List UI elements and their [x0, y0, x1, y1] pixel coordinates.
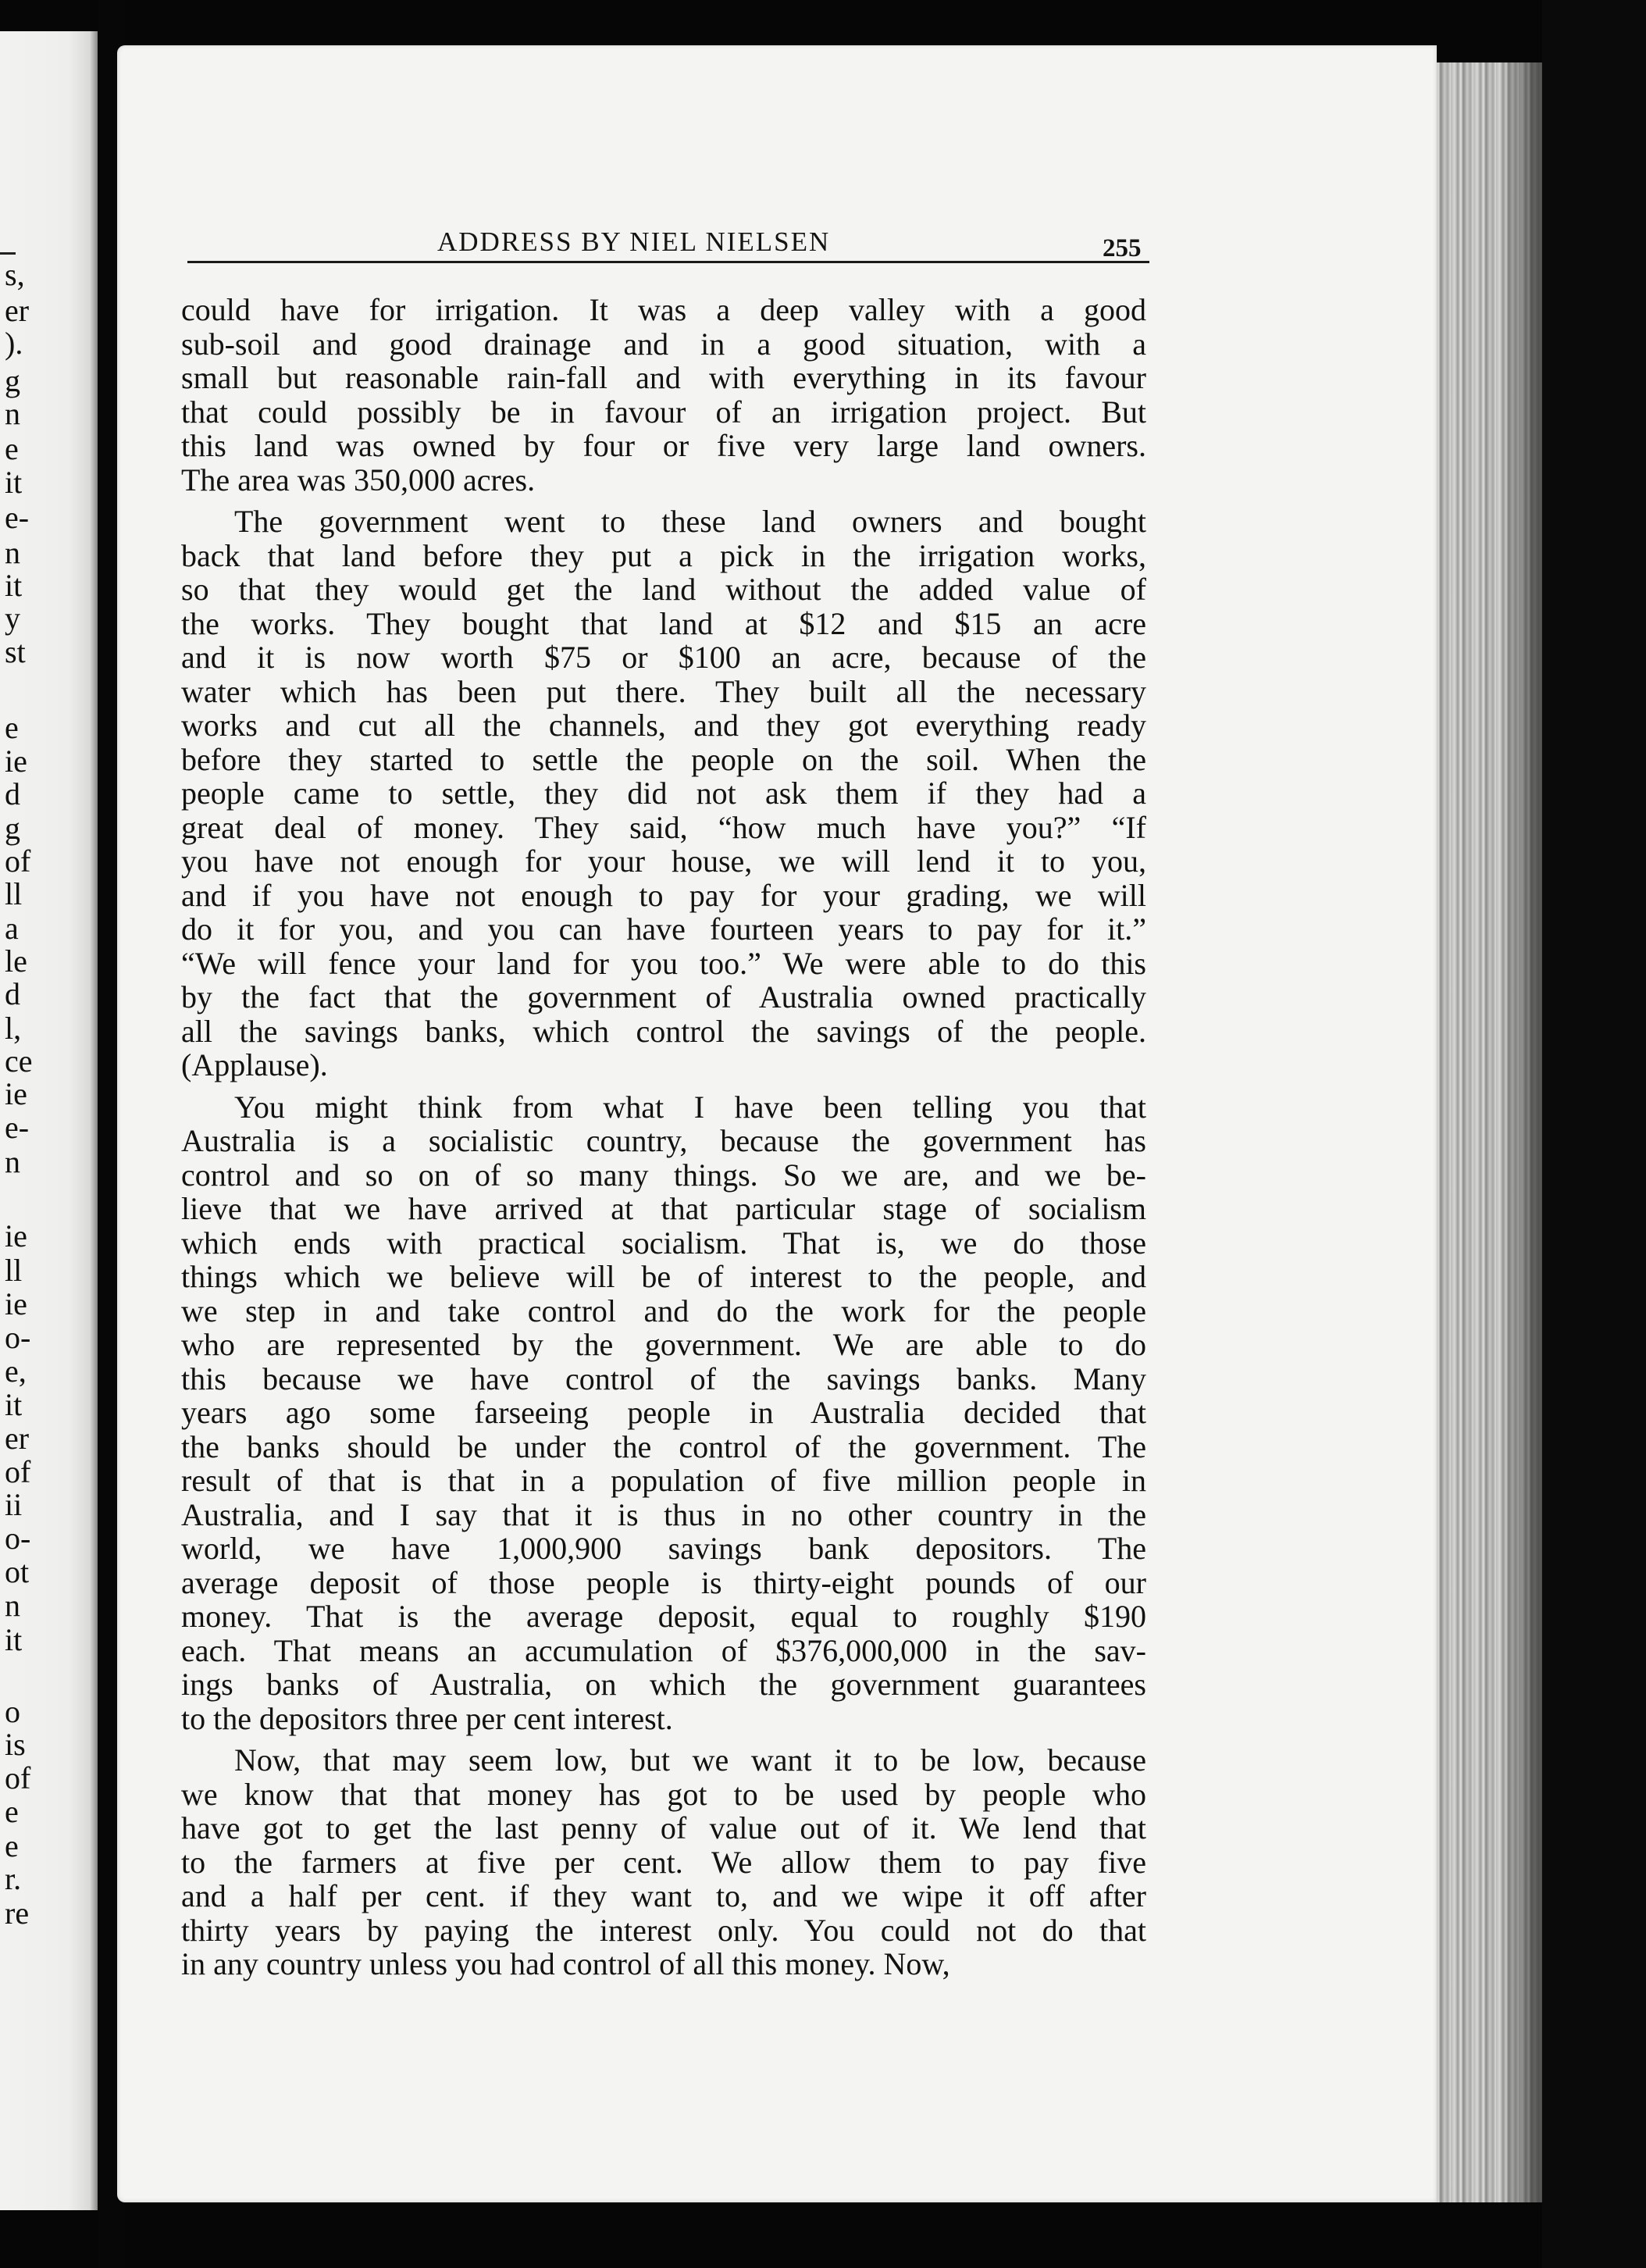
facing-page-fragment: g: [5, 363, 20, 398]
text-line: before they started to settle the people on the soil. When the: [181, 741, 1146, 777]
facing-page-fragment: le: [5, 943, 27, 979]
text-line: who are represented by the government. We are able to do: [181, 1327, 1146, 1362]
background-right: [1542, 0, 1646, 2268]
facing-page-fragment: it: [5, 1622, 23, 1657]
text-line: Australia is a socialistic country, because the government has: [181, 1123, 1146, 1158]
text-line: this land was owned by four or five very large land owners.: [181, 428, 1146, 463]
facing-page-rule: [0, 252, 16, 255]
text-line: water which has been put there. They built all the necessary: [181, 673, 1146, 709]
text-line: each. That means an accumulation of $376,000,000 in the sav-: [181, 1632, 1146, 1668]
text-line: you have not enough for your house, we will lend it to you,: [181, 843, 1146, 879]
facing-page-fragment: ce: [5, 1043, 33, 1079]
text-line: and it is now worth $75 or $100 an acre, because of the: [181, 640, 1146, 675]
facing-page-fragment: is: [5, 1727, 26, 1762]
paragraph: [181, 1090, 1146, 1736]
facing-page-fragment: n: [5, 1588, 20, 1623]
facing-page-fragment: e: [5, 1828, 19, 1863]
facing-page-fragment: of: [5, 843, 31, 879]
text-line: lieve that we have arrived at that particular stage of socialism: [181, 1191, 1146, 1226]
text-line: and if you have not enough to pay for your grading, we will: [181, 877, 1146, 913]
facing-page-fragment: y: [5, 601, 20, 636]
text-line: ings banks of Australia, on which the government guarantees: [181, 1667, 1146, 1702]
text-line: could have for irrigation. It was a deep valley with a good: [181, 292, 1146, 327]
facing-page-fragment: d: [5, 776, 20, 811]
text-line: result of that is that in a population of five million people in: [181, 1463, 1146, 1498]
facing-page-fragment: s,: [5, 257, 25, 292]
text-line: “We will fence your land for you too.” We were able to do this: [181, 945, 1146, 981]
text-line: people came to settle, they did not ask them if they had a: [181, 776, 1146, 811]
text-line: Australia, and I say that it is thus in no other country in the: [181, 1496, 1146, 1532]
facing-page-fragment: ie: [5, 744, 27, 779]
facing-page-fragment: er: [5, 293, 30, 328]
text-line: the banks should be under the control of the government. The: [181, 1428, 1146, 1464]
facing-page-fragment: ie: [5, 1286, 27, 1321]
paragraph: [181, 293, 1146, 497]
facing-page-fragment: e: [5, 710, 19, 745]
facing-page-fragment: e-: [5, 500, 30, 535]
text-line: so that they would get the land without the added value of: [181, 572, 1146, 607]
facing-page-fragment: n: [5, 396, 20, 431]
text-line: which ends with practical socialism. That is, we do those: [181, 1225, 1146, 1261]
facing-page-fragment: st: [5, 634, 26, 669]
facing-page-fragment: ii: [5, 1487, 23, 1522]
text-line: Now, that may seem low, but we want it to be low, because: [234, 1742, 1146, 1778]
text-line: works and cut all the channels, and they got everything ready: [181, 708, 1146, 743]
facing-page-fragment: ll: [5, 1253, 23, 1288]
text-line: do it for you, and you can have fourteen years to pay for it.”: [181, 911, 1146, 947]
facing-page-fragment: n: [5, 1144, 20, 1179]
paragraph: [181, 1743, 1146, 1981]
text-line: small but reasonable rain-fall and with everything in its favour: [181, 360, 1146, 395]
facing-page-fragment: e: [5, 1794, 19, 1829]
text-line: world, we have 1,000,900 savings bank depositors. The: [181, 1531, 1146, 1566]
facing-page-fragment: er: [5, 1421, 30, 1456]
text-line: The area was 350,000 acres.: [181, 462, 536, 497]
facing-page-edge: [0, 31, 98, 2210]
header-rule: [187, 261, 1149, 263]
text-line: years ago some farseeing people in Australia decided that: [181, 1395, 1146, 1430]
text-line: things which we believe will be of interest to the people, and: [181, 1259, 1146, 1294]
facing-page-fragment: o-: [5, 1320, 31, 1355]
text-line: control and so on of so many things. So we are, and we be-: [181, 1157, 1146, 1193]
facing-page-fragment: ie: [5, 1218, 27, 1253]
text-line: You might think from what I have been telling you that: [234, 1089, 1146, 1125]
facing-page-fragment: n: [5, 535, 20, 570]
facing-page-fragment: g: [5, 811, 20, 846]
facing-page-fragment: r.: [5, 1861, 22, 1896]
text-line: and a half per cent. if they want to, and we wipe it off after: [181, 1878, 1146, 1913]
text-line: to the depositors three per cent interest.: [181, 1700, 673, 1736]
text-line: all the savings banks, which control the savings of the people.: [181, 1013, 1146, 1049]
text-line: this because we have control of the savings banks. Many: [181, 1360, 1146, 1396]
page-number: 255: [1103, 234, 1142, 262]
text-line: average deposit of those people is thirty-eight pounds of our: [181, 1564, 1146, 1600]
facing-page-fragment: a: [5, 911, 19, 946]
text-line: we step in and take control and do the work for the people: [181, 1293, 1146, 1328]
facing-page-fragment: re: [5, 1895, 30, 1931]
facing-page-fragment: of: [5, 1454, 31, 1489]
text-line: by the fact that the government of Australia owned practically: [181, 979, 1146, 1015]
facing-page-fragment: e,: [5, 1353, 27, 1389]
body-text: [181, 293, 1146, 1981]
text-line: to the farmers at five per cent. We allow them to pay five: [181, 1844, 1146, 1880]
facing-page-fragment: l,: [5, 1011, 22, 1046]
text-line: we know that that money has got to be used by people who: [181, 1776, 1146, 1812]
facing-page-fragment: of: [5, 1760, 31, 1796]
text-line: great deal of money. They said, “how much have you?” “If: [181, 809, 1146, 845]
text-line: back that land before they put a pick in the irrigation works,: [181, 537, 1146, 573]
text-line: in any country unless you had control of all this money. Now,: [181, 1946, 950, 1981]
facing-page-fragment: it: [5, 1387, 23, 1422]
facing-page-fragment: ).: [5, 326, 23, 361]
text-line: thirty years by paying the interest only. You could not do that: [181, 1912, 1146, 1948]
facing-page-fragment: e: [5, 431, 19, 466]
facing-page-fragment: e-: [5, 1110, 30, 1145]
text-line: (Applause).: [181, 1047, 328, 1082]
facing-page-fragment: ie: [5, 1076, 27, 1111]
paragraph: [181, 505, 1146, 1082]
facing-page-fragment: it: [5, 465, 23, 500]
text-line: the works. They bought that land at $12 and $15 an acre: [181, 605, 1146, 641]
facing-page-fragment: ot: [5, 1554, 30, 1589]
facing-page-fragment: ll: [5, 876, 23, 911]
text-line: have got to get the last penny of value out of it. We lend that: [181, 1810, 1146, 1845]
facing-page-fragment: d: [5, 976, 20, 1011]
running-head: ADDRESS BY NIEL NIELSEN: [437, 226, 831, 257]
text-line: that could possibly be in favour of an irrigation project. But: [181, 394, 1146, 430]
facing-page-fragment: o-: [5, 1521, 31, 1556]
text-line: sub-soil and good drainage and in a good situation, with a: [181, 326, 1146, 362]
text-line: The government went to these land owners and bought: [234, 504, 1146, 539]
facing-page-fragment: o: [5, 1694, 20, 1729]
text-line: money. That is the average deposit, equal to roughly $190: [181, 1599, 1146, 1634]
facing-page-fragment: it: [5, 568, 23, 603]
